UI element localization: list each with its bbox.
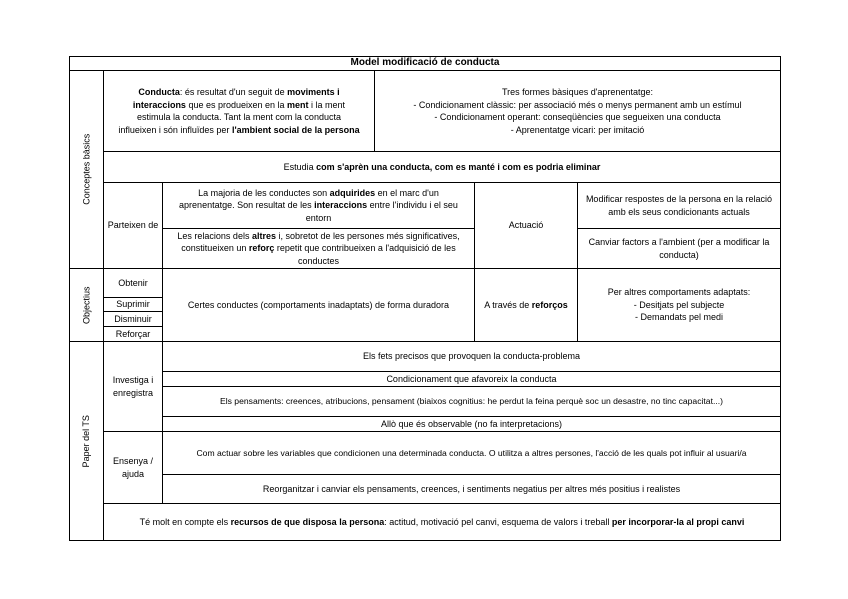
conducta-cell (103, 70, 375, 152)
actuacio-text: Actuació (508, 220, 544, 231)
altres-item: - Desitjats pel subjecte (633, 299, 725, 310)
inv-row-condicionament: Condicionament que afavoreix la conducta (162, 371, 781, 387)
section-paper (69, 341, 104, 541)
altres-cell (577, 268, 781, 342)
inv-row-observable: Allò que és observable (no fa interpretacions) (162, 416, 781, 432)
section-paper-label: Paper del TS (81, 414, 92, 468)
verb-obtenir: Obtenir (103, 268, 163, 298)
parteixen-cell (103, 182, 163, 269)
ens-row-actuar: Com actuar sobre les variables que condicionen una determinada conducta. O utilitza a altres persones, l'acció de les quals pot influir al usuari/a (162, 431, 781, 475)
certes-cell (162, 268, 475, 342)
investiga-text: Investiga i enregistra (112, 375, 154, 398)
section-objectius-label: Objectius (81, 286, 92, 324)
modificar-cell (577, 182, 781, 229)
majoria-cell (162, 182, 475, 229)
canviar-cell (577, 228, 781, 269)
section-conceptes-label: Conceptes bàsics (81, 133, 92, 206)
formes-item: - Condicionament clàssic: per associació més o menys permanent amb un estímul (413, 99, 742, 110)
verb-disminuir: Disminuir (103, 311, 163, 327)
formes-item: - Condicionament operant: conseqüències que segueixen una conducta (434, 112, 721, 122)
estudia-text: Estudia com s'aprèn una conducta, com es manté i com es podria eliminar (283, 161, 601, 172)
parteixen-text: Parteixen de (107, 220, 159, 231)
ens-row-reorganitzar: Reorganitzar i canviar els pensaments, creences, i sentiments negatius per altres més positius i realistes (162, 474, 781, 504)
investiga-cell (103, 341, 163, 432)
table-title-text: Model modificació de conducta (350, 57, 500, 69)
table-title (69, 56, 781, 71)
formes-list (413, 86, 741, 136)
formes-cell (374, 70, 781, 152)
formes-heading: Tres formes bàsiques d'aprenentatge: (502, 87, 653, 97)
ensenya-text: Ensenya / ajuda (112, 456, 154, 479)
majoria-text: La majoria de les conductes son adquirides en el marc d'un aprenentatge. Son resultat de les interaccions entre l'individu i el seu entorn (179, 187, 458, 223)
final-cell (103, 503, 781, 541)
canviar-text: Canviar factors a l'ambient (per a modificar la conducta) (588, 237, 770, 260)
verb-suprimir: Suprimir (103, 297, 163, 312)
actuacio-cell (474, 182, 578, 269)
verb-reforcar: Reforçar (103, 326, 163, 342)
inv-row-pensaments: Els pensaments: creences, atribucions, pensament (biaixos cognitius: he perdut la feina perquè soc un desastre, no tinc capacitat...) (162, 386, 781, 417)
ensenya-cell (103, 431, 163, 504)
modificar-text: Modificar respostes de la persona en la relació amb els seus condicionants actuals (585, 194, 773, 217)
altres-item: - Demandats pel medi (634, 312, 724, 323)
altres-list (608, 286, 751, 324)
certes-text: Certes conductes (comportaments inadaptats) de forma duradora (187, 299, 450, 310)
relacions-text: Les relacions dels altres i, sobretot de les persones més significatives, constitueixen un reforç repetit que contribueixen a l'adquisició de les conductes (177, 230, 460, 266)
conducta-text: Conducta: és resultat d'un seguit de moviments i interaccions que es produeixen en la ment i la ment estimula la conducta. Tant la ment com la conducta influeixen i són influïdes per l'ambient social de la persona (118, 87, 360, 135)
final-text: Té molt en compte els recursos de que disposa la persona: actitud, motivació pel canvi, esquema de valors i treball per incorporar-la al propi canvi (139, 516, 745, 527)
formes-item: - Aprenentatge vicari: per imitació (510, 124, 645, 135)
inv-row-fets: Els fets precisos que provoquen la conducta-problema (162, 341, 781, 372)
traves-cell (474, 268, 578, 342)
relacions-cell (162, 228, 475, 269)
section-objectius (69, 268, 104, 342)
altres-heading: Per altres comportaments adaptats: (607, 287, 751, 298)
estudia-cell (103, 151, 781, 183)
traves-text: A través de reforços (484, 299, 568, 310)
section-conceptes (69, 70, 104, 269)
